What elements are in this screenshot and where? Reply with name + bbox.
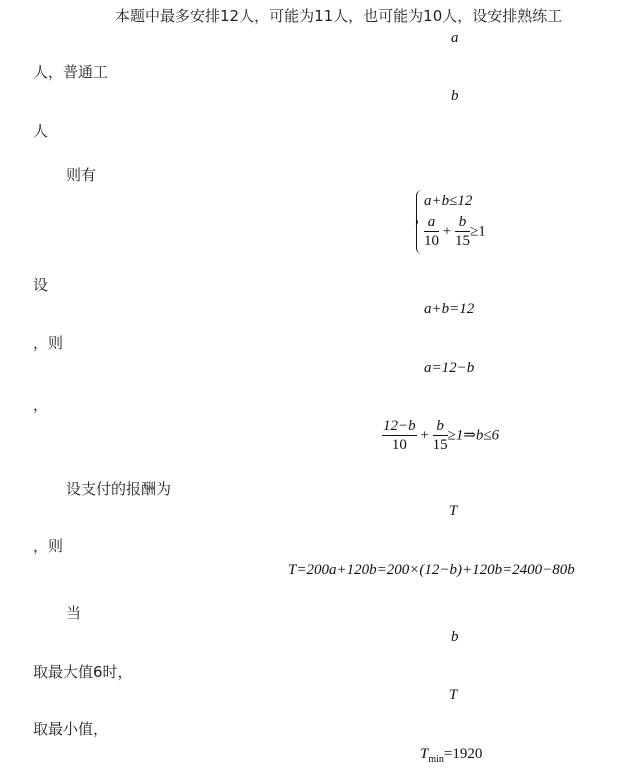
fraction-numerator: b bbox=[433, 418, 448, 436]
math-var-b: b bbox=[451, 88, 459, 104]
fraction-denominator: 10 bbox=[424, 233, 439, 249]
math-var-b2: b bbox=[451, 629, 459, 645]
tmin-value: =1920 bbox=[443, 746, 483, 762]
math-var-a: a bbox=[451, 30, 459, 46]
text-line-4: 则有 bbox=[66, 166, 97, 184]
text-line-2: 人，普通工 bbox=[33, 63, 109, 81]
fraction-denominator: 15 bbox=[432, 437, 448, 453]
fraction-a-over-10 bbox=[424, 214, 439, 249]
math-var-T2: T bbox=[449, 687, 458, 703]
math-eq-a: a=12−b bbox=[424, 360, 475, 376]
text-line-8: 设支付的报酬为 bbox=[66, 480, 172, 498]
left-brace bbox=[416, 190, 423, 254]
text-line-5: 设 bbox=[33, 276, 49, 294]
text-line-6: ，则 bbox=[33, 334, 64, 352]
text-line-7: ， bbox=[33, 396, 49, 414]
tmin-subscript: min bbox=[428, 754, 444, 765]
text-line-3: 人 bbox=[33, 122, 49, 140]
math-var-T: T bbox=[449, 503, 458, 519]
math-derived-inequality: $\frac{12-b}{10}$ + $\frac{b}{15}$ ≥1⇒b≤6 bbox=[383, 418, 500, 453]
text-line-1: 本题中最多安排12人，可能为11人，也可能为10人，设安排熟练工 bbox=[115, 7, 563, 25]
inequality-tail: ≥1⇒b≤6 bbox=[447, 427, 500, 444]
fraction-numerator: a bbox=[424, 214, 439, 232]
text-line-11: 取最大值6时， bbox=[33, 663, 133, 681]
text-line-12: 取最小值， bbox=[33, 720, 109, 738]
system-row-2-tail: ≥1 bbox=[469, 223, 486, 240]
system-row-1: a+b≤12 bbox=[424, 193, 473, 209]
fraction-numerator: 12−b bbox=[383, 418, 416, 434]
math-eq-T: T=200a+120b=200×(12−b)+120b=2400−80b bbox=[288, 562, 575, 578]
fraction-b-over-15 bbox=[455, 214, 470, 249]
text-line-9: ，则 bbox=[33, 537, 64, 555]
math-tmin bbox=[420, 744, 482, 770]
tmin-T: T bbox=[420, 746, 429, 762]
math-eq-sum: a+b=12 bbox=[424, 301, 475, 317]
fraction-b-over-15 bbox=[433, 418, 448, 453]
fraction-12-minus-b-over-10 bbox=[382, 418, 417, 453]
fraction-denominator: 10 bbox=[391, 437, 407, 453]
text-line-10: 当 bbox=[66, 604, 82, 622]
fraction-numerator: b bbox=[455, 214, 470, 232]
system-row-2: $\frac{a}{10}$ + $\frac{b}{15}$ ≥1 bbox=[424, 214, 486, 249]
fraction-denominator: 15 bbox=[454, 233, 470, 249]
